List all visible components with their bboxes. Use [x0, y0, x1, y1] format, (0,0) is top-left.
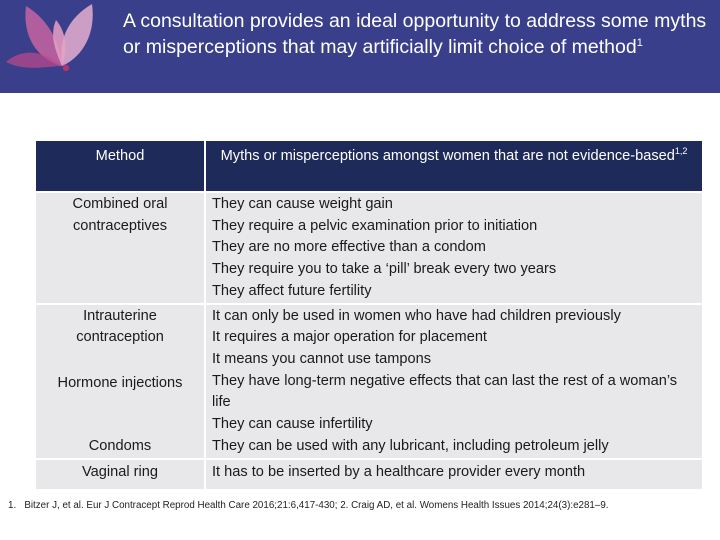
title-text: A consultation provides an ideal opportunity to address some myths or misperceptions that may artificially limit choice of method	[123, 10, 707, 58]
method-cell: Condoms	[88, 437, 152, 454]
table-row	[36, 305, 702, 458]
table-row	[36, 193, 702, 303]
method-cell: Hormone injections	[57, 374, 183, 391]
column-header-method: Method	[36, 141, 204, 191]
myths-header-text: Myths or misperceptions amongst women that are not evidence-based	[220, 148, 675, 164]
myths-table	[34, 139, 704, 491]
myth-item: They require you to take a ‘pill’ break every two years	[212, 261, 557, 278]
myths-cell: It has to be inserted by a healthcare provider every month	[206, 460, 702, 490]
myth-item: They can cause infertility	[212, 416, 373, 433]
myth-item: They have long-term negative effects that can last the rest of a woman’s life	[212, 372, 678, 411]
myth-item: They can be used with any lubricant, including petroleum jelly	[212, 437, 609, 454]
myths-cell	[206, 193, 702, 303]
myths-header-reference: 1,2	[674, 146, 688, 156]
myth-item: It means you cannot use tampons	[212, 350, 432, 367]
table-row	[36, 460, 702, 490]
flower-logo-icon	[0, 0, 100, 93]
footnote-references: 1. Bitzer J, et al. Eur J Contracept Reprod Health Care 2016;21:6,417-430; 2. Craig AD, et al. Womens Health Issues 2014;24(3):e281–9.	[8, 500, 609, 511]
myths-cell	[206, 305, 702, 458]
page-title	[123, 8, 713, 60]
myth-item: They affect future fertility	[212, 282, 372, 299]
method-cell: Combined oral contraceptives	[36, 193, 204, 303]
title-reference: 1	[636, 37, 643, 49]
method-cell-group	[36, 305, 204, 458]
myth-item: They require a pelvic examination prior to initiation	[212, 217, 538, 234]
slide-header	[0, 0, 720, 93]
myth-item: They are no more effective than a condom	[212, 239, 486, 256]
method-cell: Vaginal ring	[36, 460, 204, 490]
myth-item: It requires a major operation for placement	[212, 329, 487, 346]
table-header-row	[36, 141, 702, 191]
method-cell: Intrauterine contraception	[76, 307, 164, 346]
myth-item: It can only be used in women who have had children previously	[212, 307, 621, 324]
column-header-myths	[206, 141, 702, 191]
myth-item: They can cause weight gain	[212, 196, 393, 212]
